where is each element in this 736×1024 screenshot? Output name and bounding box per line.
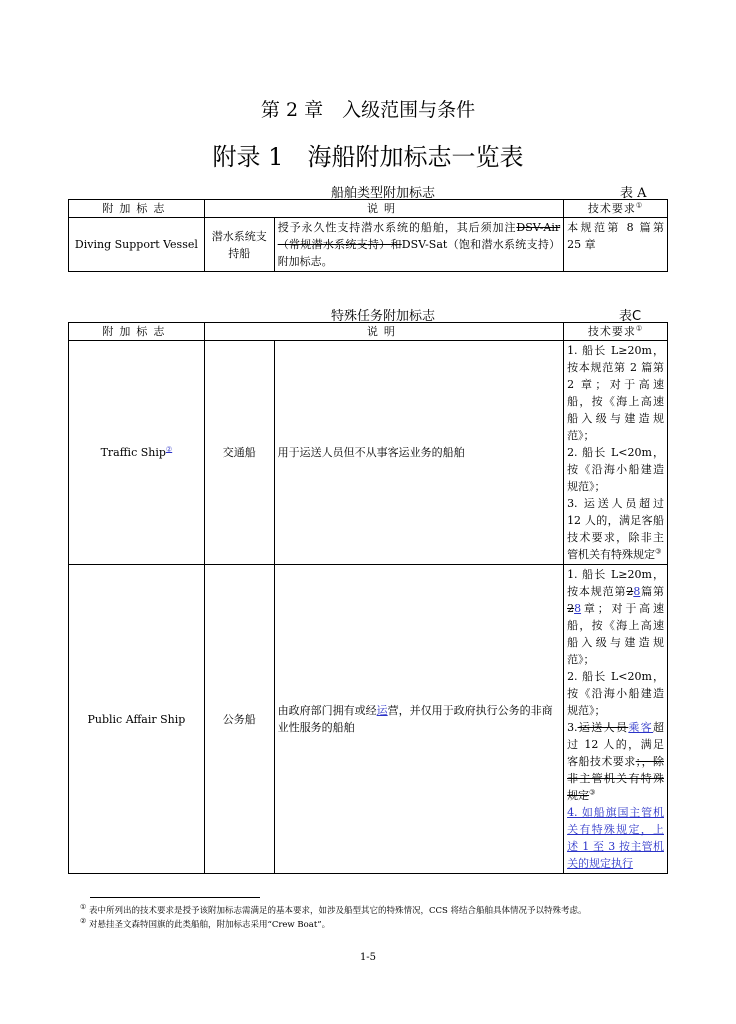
notation-cell: Diving Support Vessel [69, 218, 205, 272]
header-description: 说明 [204, 323, 563, 341]
table-a-header-row [69, 200, 668, 218]
inserted-text: 运 [376, 704, 388, 717]
notation-cell: Public Affair Ship [69, 565, 205, 874]
table-a-title: 船舶类型附加标志 [331, 186, 436, 201]
table-c-header-row [69, 323, 668, 341]
footnote-mark: ③ [655, 547, 662, 556]
description-text: DSV-Sat（饱和潜水系统支持）附加标志。 [277, 238, 561, 268]
inserted-text: 乘客 [628, 721, 654, 734]
footnote-mark: ③ [589, 788, 596, 797]
requirement-cell [564, 341, 668, 565]
table-a-label: 表 A [620, 186, 647, 201]
header-requirement: 技术要求 [587, 325, 636, 338]
header-note-mark: ① [635, 201, 644, 210]
footnote: ① 表中所列出的技术要求是授予该附加标志需满足的基本要求，如涉及船型其它的特殊情况，CCS 将结合船舶具体情况予以特殊考虑。 [80, 903, 587, 916]
description-cell: 由政府部门拥有或经运营，并仅用于政府执行公务的非商业性服务的船舶 [274, 565, 563, 874]
requirement-cell [564, 565, 668, 874]
footnote-link[interactable]: ② [165, 445, 173, 454]
header-requirement: 技术要求 [587, 202, 636, 215]
deleted-text: 2 [567, 602, 575, 615]
description-cell [274, 218, 563, 272]
header-note-mark: ① [635, 324, 644, 333]
requirement-item: 1. 船长 L≥20m，按本规范第 2 篇第 2 章；对于高速船，按《海上高速船入级与建造规范》； [567, 344, 664, 442]
requirement-item: 2. 船长 L<20m，按《沿海小船建造规范》； [567, 446, 664, 493]
footnote: ② 对悬挂圣文森特国旗的此类船舶，附加标志采用“Crew Boat”。 [80, 917, 331, 930]
table-row [69, 341, 668, 565]
chinese-name-cell: 公务船 [204, 565, 274, 874]
header-notation: 附加标志 [69, 200, 205, 218]
requirement-cell: 本规范第 8 篇第 25 章 [564, 218, 668, 272]
inserted-text: 8 [633, 585, 641, 598]
appendix-title: 附录 1 海船附加标志一览表 [212, 143, 524, 171]
page-number: 1-5 [359, 952, 377, 963]
table-c-title: 特殊任务附加标志 [331, 309, 436, 324]
deleted-text: ；，除非主管机关有特殊规定 [567, 755, 664, 802]
requirement-item: 2. 船长 L<20m，按《沿海小船建造规范》； [567, 670, 664, 717]
table-c-label: 表C [619, 309, 642, 324]
deleted-text: DSV-Air（常规潜水系统支持）和 [277, 221, 561, 251]
table-row [69, 218, 668, 272]
table-row [69, 565, 668, 874]
chinese-name-cell: 交通船 [204, 341, 274, 565]
requirement-item: 3. 运送人员超过 12 人的，满足客船技术要求，除非主管机关有特殊规定③ [567, 497, 664, 561]
table-a [68, 199, 668, 272]
description-cell: 用于运送人员但不从事客运业务的船舶 [274, 341, 563, 565]
deleted-text: 2 [626, 585, 634, 598]
requirement-item: 3.运送人员乘客超过 12 人的，满足客船技术要求；，除非主管机关有特殊规定③ [567, 721, 665, 802]
notation-text: Traffic Ship [100, 446, 166, 459]
footnote-divider [90, 897, 260, 898]
table-c [68, 322, 668, 874]
notation-cell [69, 341, 205, 565]
inserted-requirement-item: 4. 如船旗国主管机关有特殊规定，上述 1 至 3 按主管机关的规定执行 [567, 806, 664, 870]
header-description: 说明 [204, 200, 563, 218]
header-notation: 附加标志 [69, 323, 205, 341]
requirement-item: 1. 船长 L≥20m，按本规范第28篇第28章；对于高速船，按《海上高速船入级与建造规范》； [567, 568, 665, 666]
deleted-text: 运送人员 [577, 721, 629, 734]
description-text: 授予永久性支持潜水系统的船舶，其后须加注 [277, 221, 517, 234]
inserted-text: 8 [574, 602, 582, 615]
chinese-name-cell: 潜水系统支持船 [204, 218, 274, 272]
chapter-title: 第 2 章 入级范围与条件 [260, 99, 476, 121]
